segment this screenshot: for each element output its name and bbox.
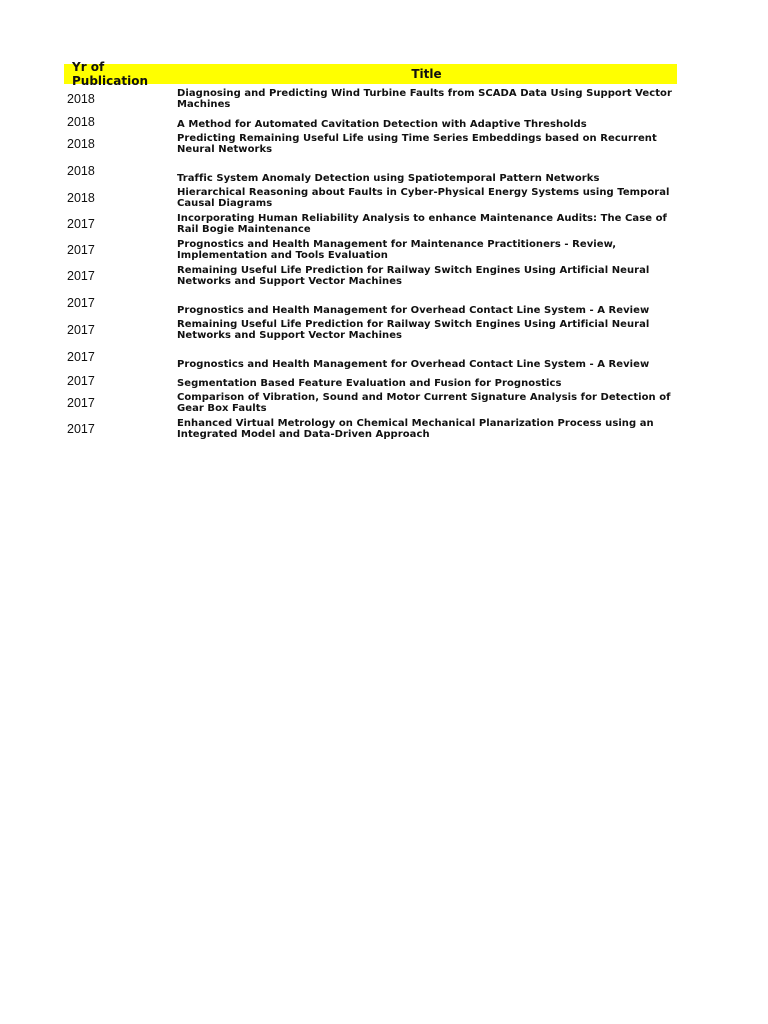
table-row xyxy=(64,317,677,343)
table-row xyxy=(64,371,677,390)
year-cell: 2017 xyxy=(67,243,95,257)
title-cell: Remaining Useful Life Prediction for Railway Switch Engines Using Artificial Neural Networks and Support Vector Machines xyxy=(177,318,650,341)
title-cell: Diagnosing and Predicting Wind Turbine Faults from SCADA Data Using Support Vector Machines xyxy=(177,87,672,110)
column-header-title: Title xyxy=(411,67,442,81)
table-row xyxy=(64,289,677,317)
year-cell: 2018 xyxy=(67,137,95,151)
table-row xyxy=(64,157,677,185)
table-row xyxy=(64,112,677,131)
column-header-year: Yr of Publication xyxy=(72,60,149,88)
title-cell: Predicting Remaining Useful Life using Time Series Embeddings based on Recurrent Neural Networks xyxy=(177,132,657,155)
year-cell: 2017 xyxy=(67,422,95,436)
table-row xyxy=(64,131,677,157)
title-cell: Enhanced Virtual Metrology on Chemical Mechanical Planarization Process using an Integrated Model and Data-Driven Approach xyxy=(177,417,654,440)
publications-table xyxy=(64,60,677,442)
year-cell: 2018 xyxy=(67,164,95,178)
table-row xyxy=(64,86,677,112)
title-cell: Remaining Useful Life Prediction for Railway Switch Engines Using Artificial Neural Networks and Support Vector Machines xyxy=(177,264,650,287)
title-cell: Comparison of Vibration, Sound and Motor Current Signature Analysis for Detection of Gear Box Faults xyxy=(177,391,671,414)
title-cell: Hierarchical Reasoning about Faults in Cyber-Physical Energy Systems using Temporal Causal Diagrams xyxy=(177,186,670,209)
table-header-row xyxy=(64,60,677,88)
table-row xyxy=(64,390,677,416)
title-cell: Incorporating Human Reliability Analysis to enhance Maintenance Audits: The Case of Rail Bogie Maintenance xyxy=(177,212,667,235)
year-cell: 2017 xyxy=(67,396,95,410)
title-cell: A Method for Automated Cavitation Detection with Adaptive Thresholds xyxy=(177,118,587,130)
year-cell: 2017 xyxy=(67,269,95,283)
table-row xyxy=(64,237,677,263)
title-cell: Segmentation Based Feature Evaluation and Fusion for Prognostics xyxy=(177,377,562,389)
title-cell: Prognostics and Health Management for Overhead Contact Line System - A Review xyxy=(177,304,650,316)
year-cell: 2017 xyxy=(67,296,95,310)
table-row xyxy=(64,185,677,211)
table-row xyxy=(64,343,677,371)
year-cell: 2017 xyxy=(67,217,95,231)
table-row xyxy=(64,211,677,237)
title-cell: Prognostics and Health Management for Maintenance Practitioners - Review, Implementation and Tools Evaluation xyxy=(177,238,617,261)
year-cell: 2017 xyxy=(67,373,95,388)
year-cell: 2017 xyxy=(67,350,95,364)
year-cell: 2018 xyxy=(67,114,95,129)
title-cell: Prognostics and Health Management for Overhead Contact Line System - A Review xyxy=(177,358,650,370)
title-cell: Traffic System Anomaly Detection using Spatiotemporal Pattern Networks xyxy=(177,172,600,184)
table-row xyxy=(64,416,677,442)
table-body xyxy=(64,86,677,442)
year-cell: 2018 xyxy=(67,191,95,205)
year-cell: 2017 xyxy=(67,323,95,337)
year-cell: 2018 xyxy=(67,92,95,106)
table-row xyxy=(64,263,677,289)
